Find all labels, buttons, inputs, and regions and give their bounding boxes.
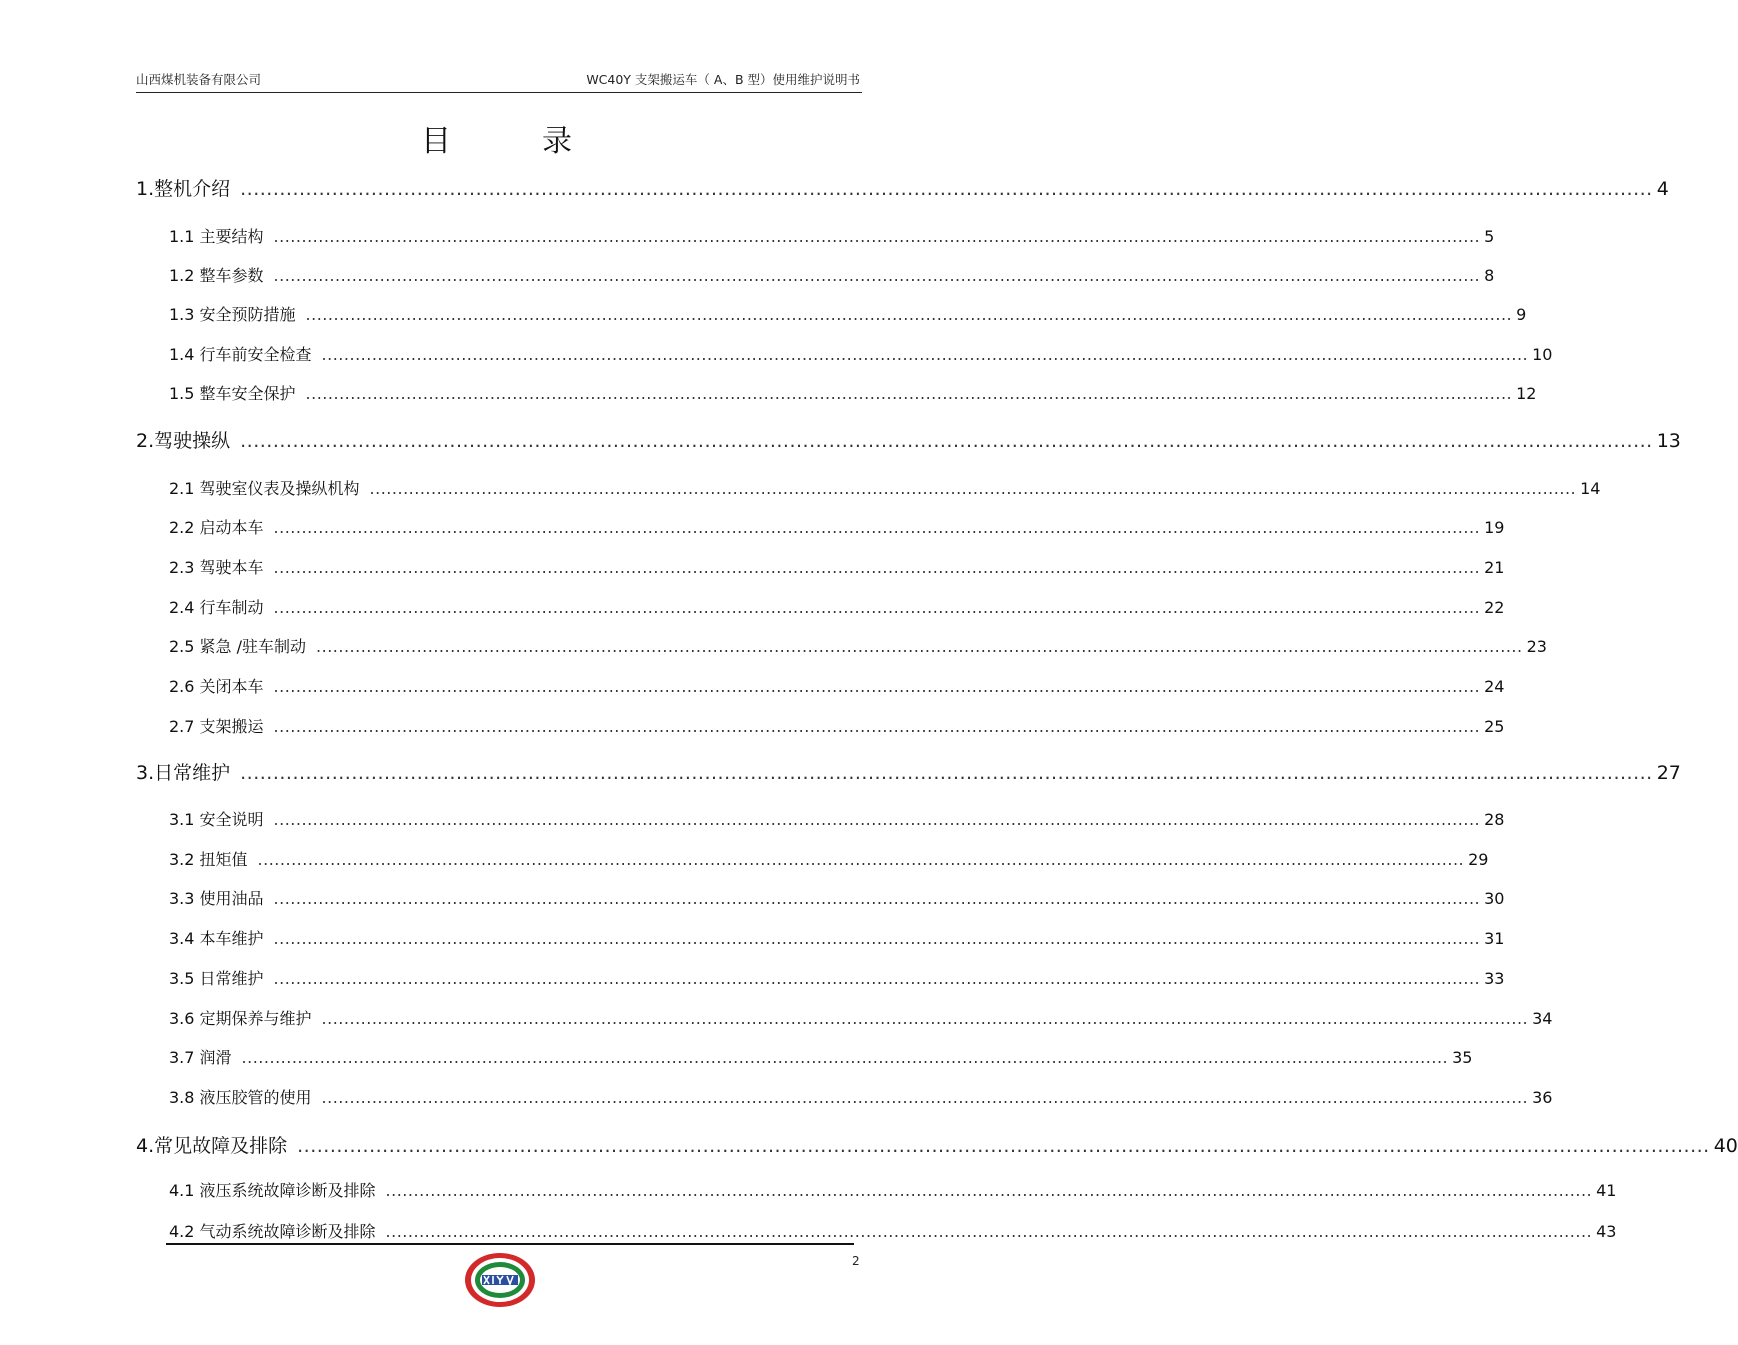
toc-section-3-3[interactable]: 3.3 使用油品 ........................................................................................................................................................................................................................ 30	[169, 889, 1505, 908]
toc-section-1-3[interactable]: 1.3 安全预防措施 ........................................................................................................................................................................................................................ 9	[169, 305, 1527, 324]
toc-section-2-3[interactable]: 2.3 驾驶本车 ........................................................................................................................................................................................................................ 21	[169, 558, 1505, 577]
title-char-2: 录	[542, 124, 572, 159]
toc-section-3-5[interactable]: 3.5 日常维护 ........................................................................................................................................................................................................................ 33	[169, 969, 1505, 988]
toc-section-2-4[interactable]: 2.4 行车制动 ........................................................................................................................................................................................................................ 22	[169, 598, 1505, 617]
toc-section-3-8[interactable]: 3.8 液压胶管的使用 ........................................................................................................................................................................................................................ 36	[169, 1088, 1553, 1107]
toc-section-3-7[interactable]: 3.7 润滑 ........................................................................................................................................................................................................................ 35	[169, 1048, 1473, 1067]
toc-section-2-5[interactable]: 2.5 紧急 /驻车制动 ........................................................................................................................................................................................................................ 23	[169, 637, 1547, 656]
toc-section-2-2[interactable]: 2.2 启动本车 ........................................................................................................................................................................................................................ 19	[169, 518, 1505, 537]
toc-section-1-5[interactable]: 1.5 整车安全保护 ........................................................................................................................................................................................................................ 12	[169, 384, 1537, 403]
toc-section-3-6[interactable]: 3.6 定期保养与维护 ........................................................................................................................................................................................................................ 34	[169, 1009, 1553, 1028]
header-manual-title: WC40Y 支架搬运车（ A、B 型）使用维护说明书	[586, 72, 860, 87]
toc-section-3-2[interactable]: 3.2 扭矩值 ........................................................................................................................................................................................................................ 29	[169, 850, 1489, 869]
toc-section-1-2[interactable]: 1.2 整车参数 ........................................................................................................................................................................................................................ 8	[169, 266, 1495, 285]
company-logo-icon	[462, 1250, 538, 1310]
toc-section-4-1[interactable]: 4.1 液压系统故障诊断及排除 ........................................................................................................................................................................................................................ 41	[169, 1181, 1617, 1200]
toc-chapter-1[interactable]: 1.整机介绍 ........................................................................................................................................................................................................................ 4	[136, 178, 1669, 200]
toc-section-2-6[interactable]: 2.6 关闭本车 ........................................................................................................................................................................................................................ 24	[169, 677, 1505, 696]
toc-chapter-3[interactable]: 3.日常维护 ........................................................................................................................................................................................................................ 27	[136, 762, 1681, 784]
toc-section-1-4[interactable]: 1.4 行车前安全检查 ........................................................................................................................................................................................................................ 10	[169, 345, 1553, 364]
title-char-1: 目	[421, 124, 451, 159]
toc-section-1-1[interactable]: 1.1 主要结构 ........................................................................................................................................................................................................................ 5	[169, 227, 1495, 246]
header-company: 山西煤机装备有限公司	[136, 72, 262, 87]
toc-section-3-4[interactable]: 3.4 本车维护 ........................................................................................................................................................................................................................ 31	[169, 929, 1505, 948]
toc-section-2-1[interactable]: 2.1 驾驶室仪表及操纵机构 ........................................................................................................................................................................................................................ 14	[169, 479, 1601, 498]
toc-section-4-2[interactable]: 4.2 气动系统故障诊断及排除 ........................................................................................................................................................................................................................ 43	[169, 1222, 1617, 1241]
toc-chapter-4[interactable]: 4.常见故障及排除 ........................................................................................................................................................................................................................ 40	[136, 1135, 1738, 1157]
page-number: 2	[852, 1254, 860, 1268]
toc-chapter-2[interactable]: 2.驾驶操纵 ........................................................................................................................................................................................................................ 13	[136, 430, 1681, 452]
page-header	[136, 66, 862, 93]
footer-divider	[166, 1243, 854, 1245]
toc-section-2-7[interactable]: 2.7 支架搬运 ........................................................................................................................................................................................................................ 25	[169, 717, 1505, 736]
toc-section-3-1[interactable]: 3.1 安全说明 ........................................................................................................................................................................................................................ 28	[169, 810, 1505, 829]
